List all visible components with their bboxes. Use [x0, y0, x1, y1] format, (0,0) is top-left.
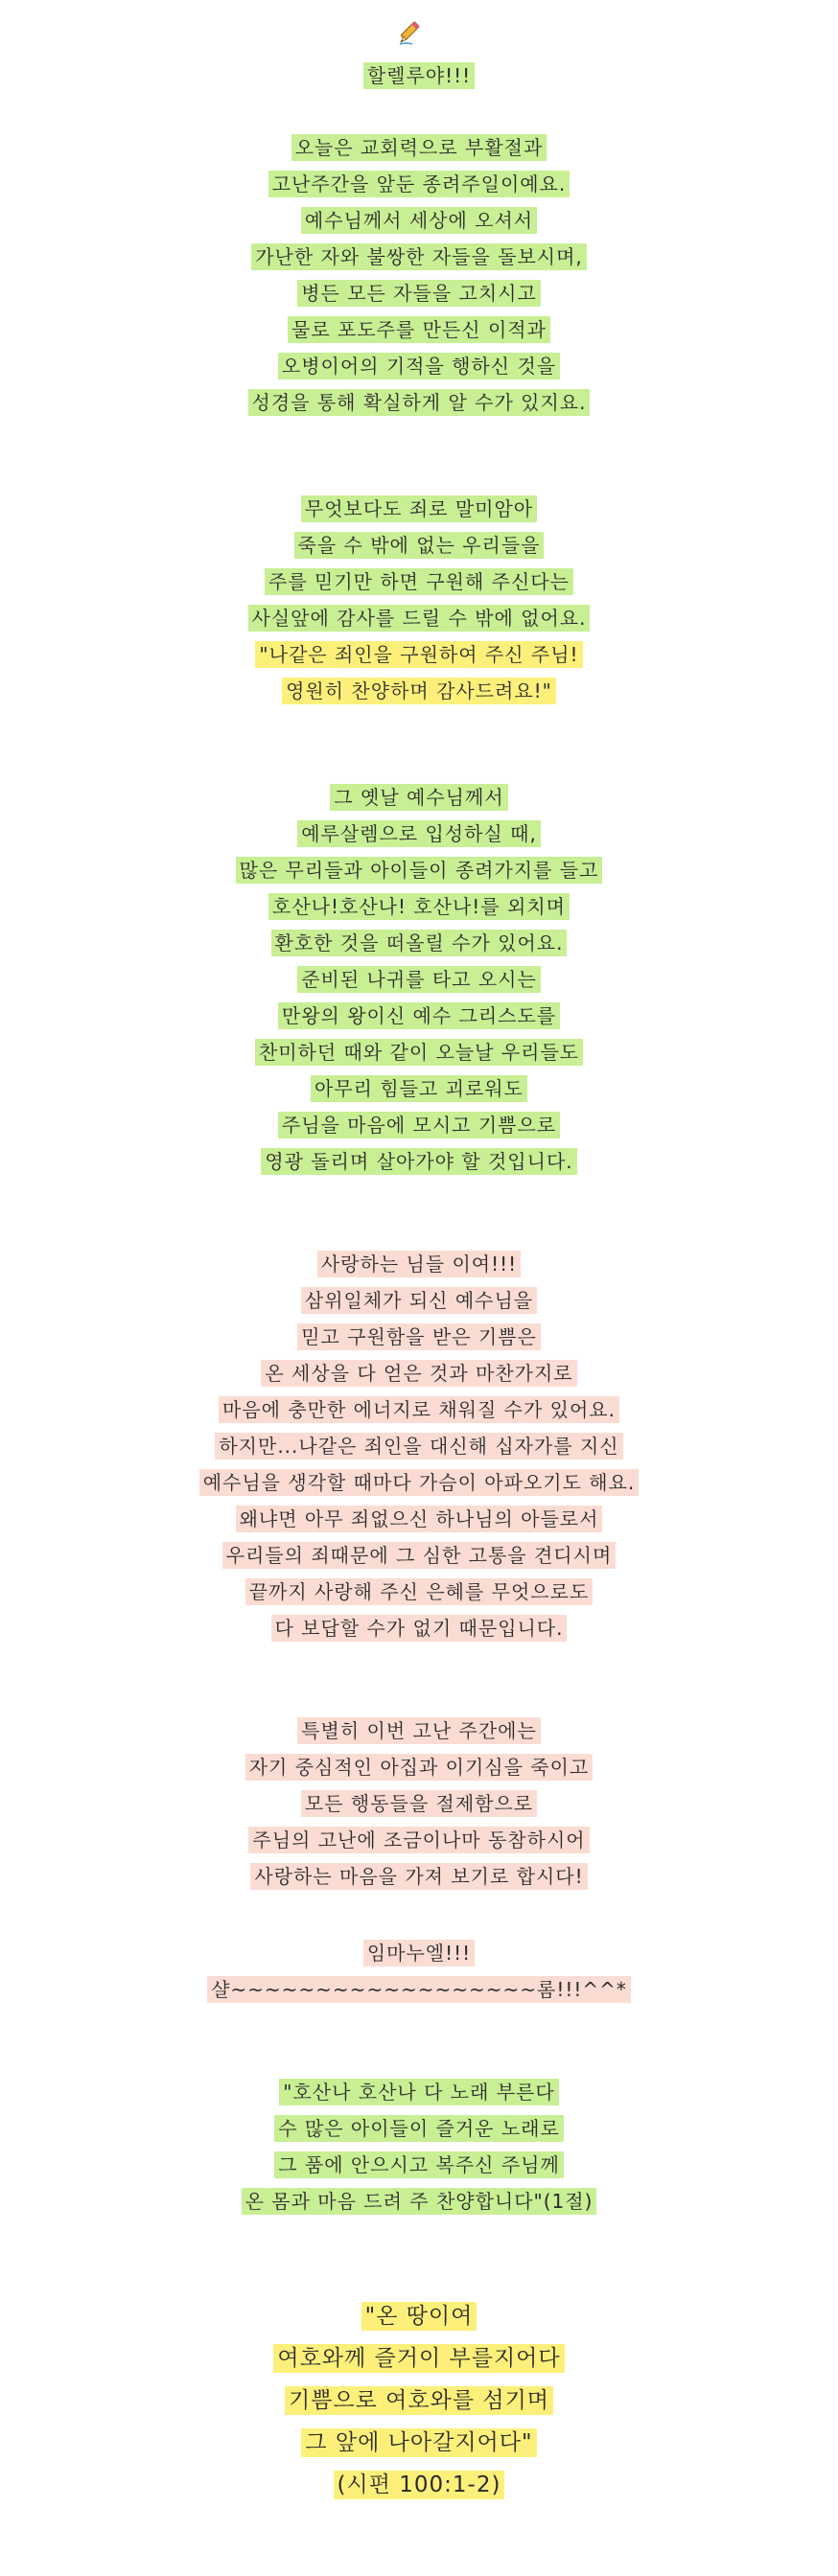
text-line: 고난주간을 앞둔 종려주일이예요. [268, 171, 570, 197]
hymn-line: 온 몸과 마음 드려 주 찬양합니다"(1절) [242, 2188, 597, 2215]
text-line: 병든 모든 자들을 고치시고 [297, 280, 541, 307]
text-line: 환호한 것을 떠올릴 수가 있어요. [271, 930, 568, 956]
text-line: 자기 중심적인 아집과 이기심을 죽이고 [245, 1754, 594, 1781]
text-line: 찬미하던 때와 같이 오늘날 우리들도 [255, 1039, 583, 1066]
text-line: "나같은 죄인을 구원하여 주신 주님! [255, 641, 582, 668]
text-line: 사실앞에 감사를 드릴 수 밖에 없어요. [248, 605, 591, 632]
text-line: 믿고 구원함을 받은 기쁨은 [297, 1323, 541, 1350]
hymn-block [0, 2074, 838, 2220]
paragraph-3 [0, 779, 838, 1180]
psalm-block [0, 2295, 838, 2506]
text-line: 사랑하는 님들 이여!!! [317, 1251, 521, 1277]
text-line: 삼위일체가 되신 예수님을 [301, 1287, 537, 1314]
text-line: 주님을 마음에 모시고 기쁨으로 [278, 1112, 560, 1138]
title-block [0, 58, 838, 94]
text-line: 하지만...나같은 죄인을 대신해 십자가를 지신 [215, 1433, 622, 1460]
text-line: 사랑하는 마음을 가져 보기로 합시다! [250, 1863, 587, 1890]
text-line: 우리들의 죄때문에 그 심한 고통을 견디시며 [222, 1542, 617, 1569]
text-line: 예루살렘으로 입성하실 때, [297, 820, 541, 847]
hymn-line: "호산나 호산나 다 노래 부른다 [279, 2079, 558, 2105]
text-line: 오병이어의 기적을 행하신 것을 [278, 353, 560, 380]
closing-line: 임마누엘!!! [363, 1940, 475, 1966]
psalm-line: 기쁨으로 여호와를 섬기며 [285, 2386, 553, 2415]
paragraph-4 [0, 1246, 838, 1646]
hymn-line: 그 품에 안으시고 복주신 주님께 [274, 2151, 564, 2178]
text-line: 무엇보다도 죄로 말미암아 [301, 495, 537, 522]
text-line: 많은 무리들과 아이들이 종려가지를 들고 [236, 857, 603, 884]
pencil-icon [397, 19, 424, 46]
text-line: 그 옛날 예수님께서 [330, 784, 507, 811]
text-line: 성경을 통해 확실하게 알 수가 있지요. [248, 389, 591, 416]
text-line: 준비된 나귀를 타고 오시는 [297, 966, 541, 993]
text-line: 가난한 자와 불쌍한 자들을 돌보시며, [251, 243, 587, 270]
text-line: 물로 포도주를 만든신 이적과 [288, 316, 550, 343]
text-line: 모든 행동들을 절제함으로 [301, 1790, 537, 1817]
text-line: 아무리 힘들고 괴로워도 [311, 1075, 527, 1102]
title: 할렐루야!!! [363, 62, 475, 89]
hymn-line: 수 많은 아이들이 즐거운 노래로 [274, 2115, 564, 2142]
psalm-line: 그 앞에 나아갈지어다" [301, 2428, 536, 2457]
text-line: 다 보답할 수가 없기 때문입니다. [271, 1615, 568, 1642]
closing-line: 샬~~~~~~~~~~~~~~~~~~롬!!!^^* [207, 1976, 631, 2003]
text-line: 만왕의 왕이신 예수 그리스도를 [278, 1002, 560, 1029]
text-line: 특별히 이번 고난 주간에는 [297, 1717, 541, 1744]
text-line: 왜냐면 아무 죄없으신 하나님의 아들로서 [236, 1506, 603, 1532]
text-line: 주를 믿기만 하면 구원해 주신다는 [265, 568, 573, 595]
paragraph-2 [0, 491, 838, 709]
text-line: 죽을 수 밖에 없는 우리들을 [294, 532, 545, 559]
text-line: 주님의 고난에 조금이나마 동참하시어 [248, 1827, 589, 1853]
paragraph-5 [0, 1713, 838, 1895]
psalm-reference: (시편 100:1-2) [334, 2471, 505, 2499]
text-line: 영원히 찬양하며 감사드려요!" [282, 678, 556, 704]
text-line: 호산나!호산나! 호산나!를 외치며 [268, 893, 570, 920]
text-line: 마음에 충만한 에너지로 채워질 수가 있어요. [219, 1396, 619, 1423]
text-line: 오늘은 교회력으로 부활절과 [291, 134, 547, 161]
text-line: 끝까지 사랑해 주신 은혜를 무엇으로도 [245, 1578, 594, 1605]
closing-block [0, 1935, 838, 2008]
psalm-line: 여호와께 즐거이 부를지어다 [273, 2344, 564, 2373]
text-line: 영광 돌리며 살아가야 할 것입니다. [261, 1148, 576, 1175]
paragraph-1 [0, 129, 838, 421]
text-line: 온 세상을 다 얻은 것과 마찬가지로 [261, 1360, 576, 1387]
text-line: 예수님을 생각할 때마다 가슴이 아파오기도 해요. [199, 1469, 640, 1496]
psalm-line: "온 땅이여 [361, 2302, 477, 2331]
text-line: 예수님께서 세상에 오셔서 [301, 207, 537, 234]
